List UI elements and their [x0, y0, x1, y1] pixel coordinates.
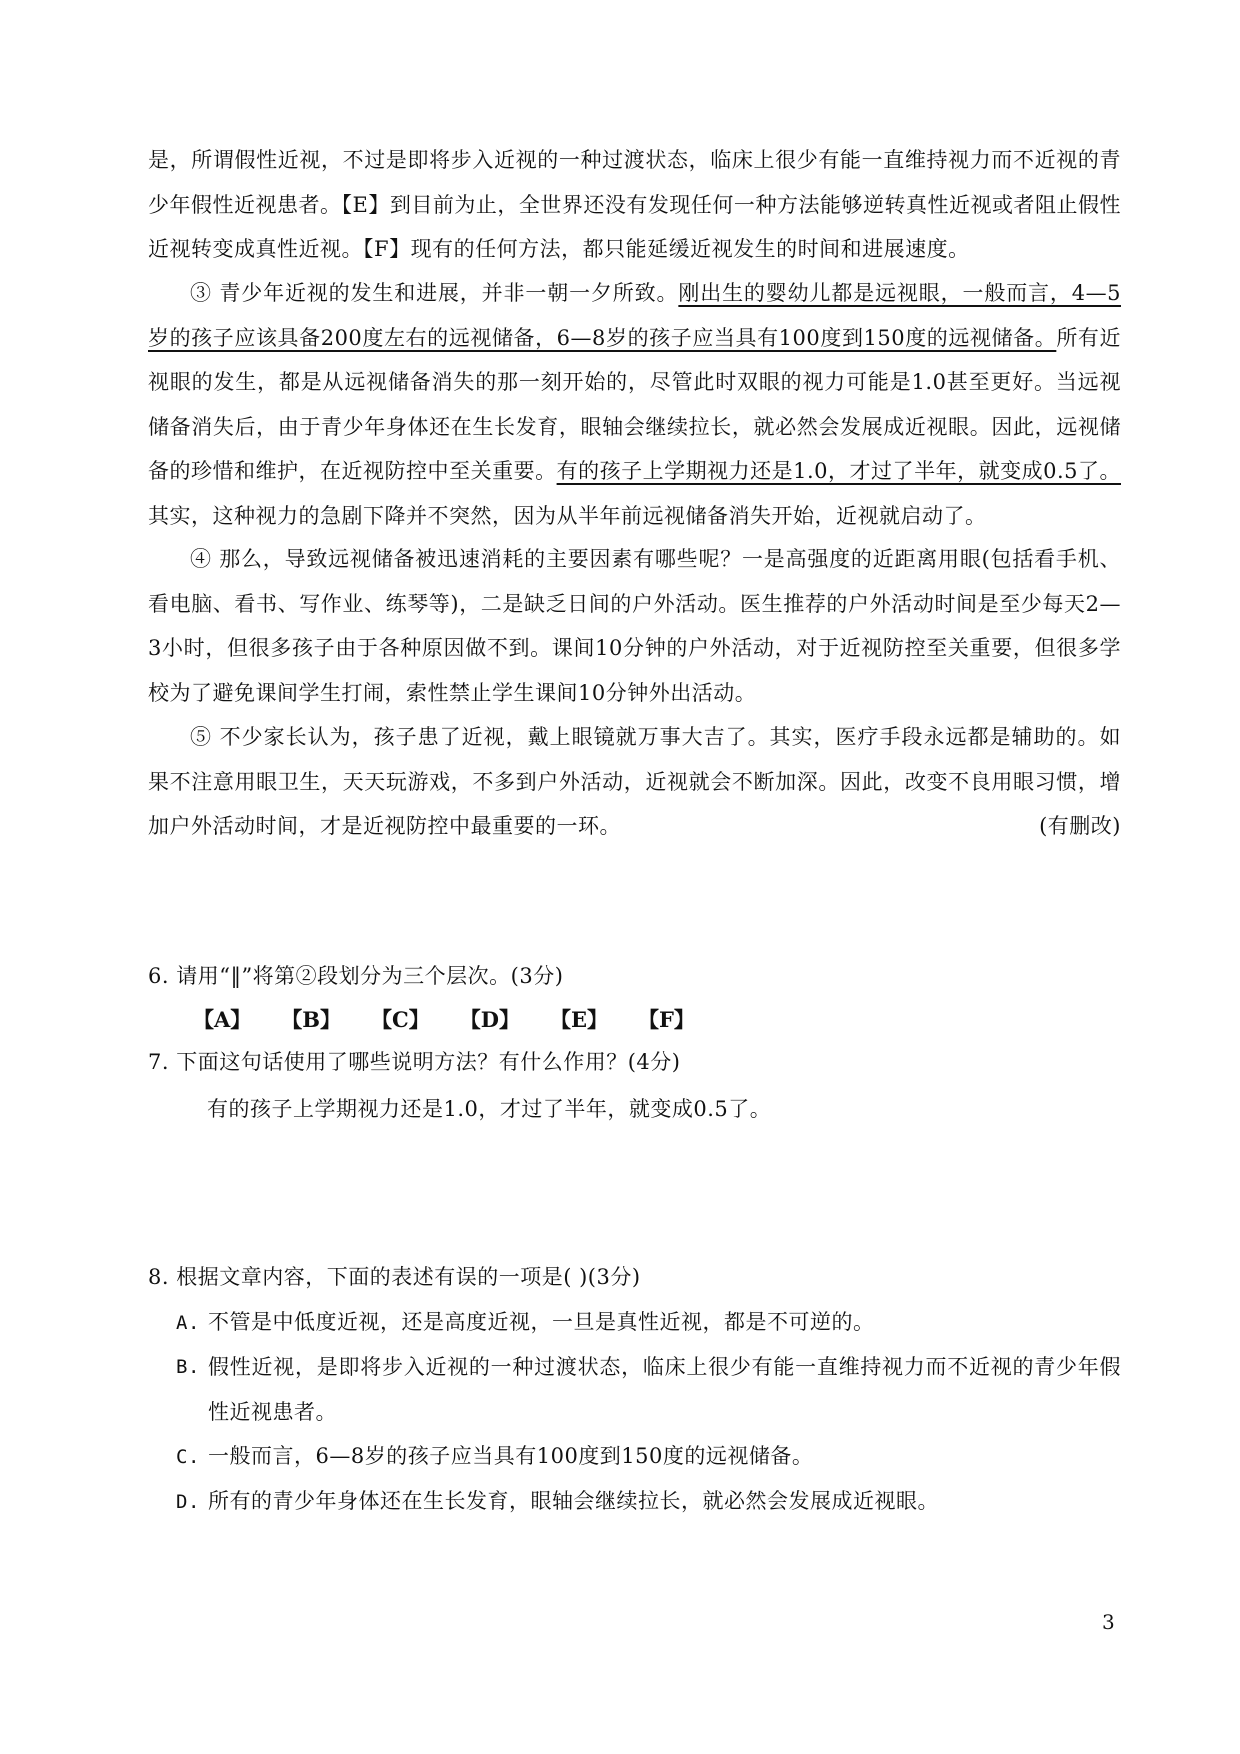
option-b-text: 假性近视，是即将步入近视的一种过渡状态，临床上很少有能一直维持视力而不近视的青少年假性近视患者。 — [208, 1355, 1121, 1424]
marker-c: 【C】 — [371, 1007, 430, 1032]
option-c-label: C. — [176, 1446, 200, 1468]
page-number: 3 — [1102, 1610, 1115, 1634]
paragraph-3-sentence-1: ③ 青少年近视的发生和进展，并非一朝一夕所致。 — [190, 281, 679, 305]
source-note: (有删改) — [1039, 814, 1121, 838]
option-d-text: 所有的青少年身体还在生长发育，眼轴会继续拉长，就必然会发展成近视眼。 — [208, 1489, 939, 1513]
paragraph-5-text: ⑤ 不少家长认为，孩子患了近视，戴上眼镜就万事大吉了。其实，医疗手段永远都是辅助的。如果不注意用眼卫生，天天玩游戏，不多到户外活动，近视就会不断加深。因此，改变不良用眼习惯，增加户外活动时间，才是近视防控中最重要的一环。 — [148, 725, 1121, 838]
paragraph-2-continued: 是，所谓假性近视，不过是即将步入近视的一种过渡状态，临床上很少有能一直维持视力而不近视的青少年假性近视患者。【E】到目前为止，全世界还没有发现任何一种方法能够逆转真性近视或者阻止假性近视转变成真性近视。【F】现有的任何方法，都只能延缓近视发生的时间和进展速度。 — [148, 148, 1121, 261]
marker-d: 【D】 — [459, 1007, 520, 1032]
marker-b: 【B】 — [281, 1007, 342, 1032]
question-6-markers — [193, 1002, 725, 1038]
paragraph-3-sentence-3: 所有近视眼的发生，都是从远视储备消失的那一刻开始的，尽管此时双眼的视力可能是1.0甚至更好。当远视储备消失后，由于青少年身体还在生长发育，眼轴会继续拉长，就必然会发展成近视眼。因此，远视储备的珍惜和维护，在近视防控中至关重要。 — [148, 325, 1122, 483]
paragraph-3 — [148, 271, 1121, 538]
marker-a: 【A】 — [193, 1007, 252, 1032]
option-a — [176, 1300, 1121, 1346]
paragraph-3-sentence-5: 其实，这种视力的急剧下降并不突然，因为从半年前远视储备消失开始，近视就启动了。 — [148, 503, 987, 528]
option-c — [176, 1434, 1121, 1480]
paragraph-3-underlined-sentence-1: 刚出生的婴幼儿都是远视眼，一般而言，4—5岁的孩子应该具备200度左右的远视储备，6—8岁的孩子应当具有100度到150度的远视储备。 — [148, 281, 1121, 350]
question-7: 7. 下面这句话使用了哪些说明方法？有什么作用？(4分) — [148, 1050, 681, 1074]
question-6: 6. 请用“‖”将第②段划分为三个层次。(3分) — [148, 964, 564, 988]
paragraph-4: ④ 那么，导致远视储备被迅速消耗的主要因素有哪些呢？一是高强度的近距离用眼(包括看手机、看电脑、看书、写作业、练琴等)，二是缺乏日间的户外活动。医生推荐的户外活动时间是至少每天2—3小时，但很多孩子由于各种原因做不到。课间10分钟的户外活动，对于近视防控至关重要，但很多学校为了避免课间学生打闹，索性禁止学生课间10分钟外出活动。 — [148, 547, 1121, 705]
option-b-label: B. — [176, 1356, 200, 1378]
paragraph-5 — [148, 715, 1121, 849]
marker-f: 【F】 — [638, 1007, 695, 1032]
marker-e: 【E】 — [549, 1007, 608, 1032]
option-a-label: A. — [176, 1312, 200, 1334]
option-a-text: 不管是中低度近视，还是高度近视，一旦是真性近视，都是不可逆的。 — [208, 1310, 875, 1334]
paragraph-3-underlined-sentence-2: 有的孩子上学期视力还是1.0，才过了半年，就变成0.5了。 — [556, 459, 1121, 483]
option-c-text: 一般而言，6—8岁的孩子应当具有100度到150度的远视储备。 — [208, 1444, 814, 1468]
option-d-label: D. — [176, 1491, 200, 1513]
option-d — [176, 1479, 1121, 1525]
option-b — [176, 1345, 1121, 1434]
question-8: 8. 根据文章内容，下面的表述有误的一项是( )(3分) — [148, 1265, 641, 1289]
question-7-quote: 有的孩子上学期视力还是1.0，才过了半年，就变成0.5了。 — [207, 1097, 772, 1121]
